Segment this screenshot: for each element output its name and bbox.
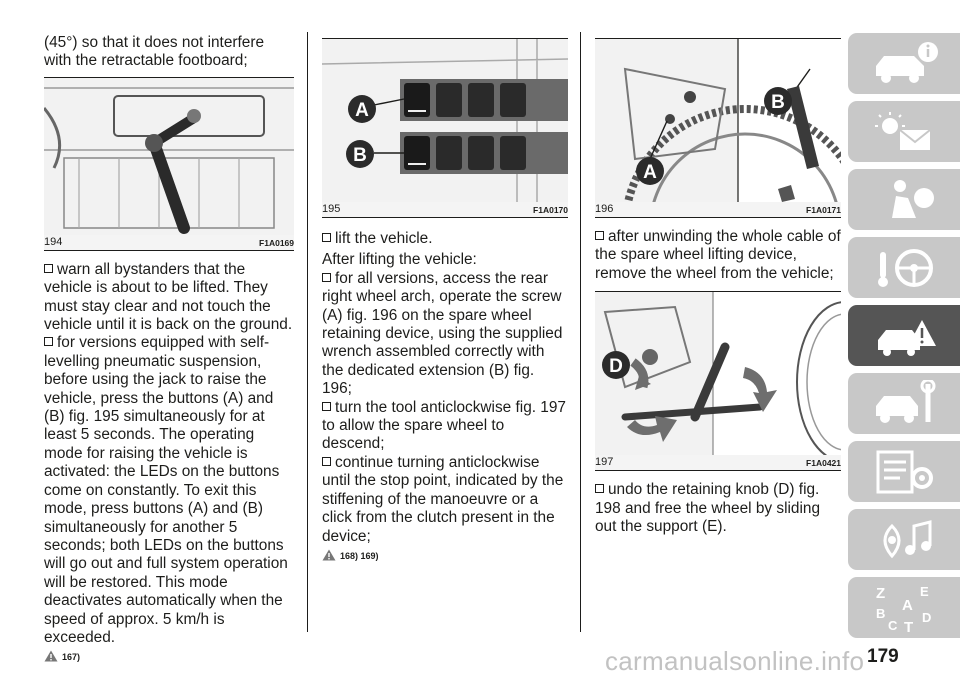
svg-text:B: B: [876, 606, 886, 621]
column-2: [322, 0, 568, 561]
bullet-undo-knob: [595, 481, 841, 536]
bullet-box-icon: [322, 233, 331, 242]
bullet-box-icon: [44, 337, 53, 346]
callout-d-letter: D: [609, 356, 623, 378]
after-lifting-text: After lifting the vehicle:: [322, 251, 477, 269]
callout-a-letter: A: [643, 162, 657, 183]
key-steering-wheel-icon: [870, 244, 940, 290]
bullet-text: warn all bystanders that the vehicle is about to be lifted. They must stay clear and not touch the vehicle until it is back on the ground.: [44, 260, 293, 334]
jack-illustration: [44, 78, 294, 235]
watermark: carmanualsonline.info: [605, 646, 865, 676]
figure-194: [44, 77, 294, 251]
column-divider: [580, 32, 581, 632]
tab-car-info[interactable]: [848, 33, 960, 94]
warning-reference: [322, 549, 568, 561]
tab-technical-data[interactable]: [848, 441, 960, 502]
figure-195-caption: [322, 202, 568, 218]
bullet-box-icon: [322, 402, 331, 411]
bullet-box-icon: [44, 264, 53, 273]
warning-triangle-icon: [44, 650, 58, 662]
intro-text: (45°) so that it does not interfere with the retractable footboard;: [44, 34, 265, 70]
airbag-safety-icon: [870, 176, 940, 222]
bullet-lift: [322, 230, 568, 248]
column-1: [44, 0, 294, 662]
tab-maintenance[interactable]: [848, 373, 960, 434]
callout-b-letter: B: [771, 92, 785, 113]
bullet-access: [322, 270, 568, 399]
bullet-box-icon: [595, 484, 604, 493]
column-divider: [307, 32, 308, 632]
svg-text:Z: Z: [876, 585, 886, 602]
car-maintenance-icon: [870, 380, 940, 426]
bullet-text: undo the retaining knob (D) fig. 198 and free the wheel by sliding out the support (E).: [595, 481, 821, 536]
bullet-turn: [322, 399, 568, 454]
warning-triangle-icon: [322, 549, 336, 561]
figure-197: [595, 291, 841, 471]
tab-emergency[interactable]: [848, 305, 960, 366]
warning-ref-text: 168) 169): [340, 550, 379, 561]
figure-number: 197: [595, 456, 614, 469]
bullet-text: lift the vehicle.: [335, 230, 433, 247]
bullet-suspension: [44, 334, 294, 647]
figure-196: [595, 38, 841, 218]
bullet-box-icon: [322, 457, 331, 466]
figure-code: F1A0421: [806, 458, 841, 469]
figure-code: F1A0171: [806, 205, 841, 215]
figure-194-caption: [44, 235, 294, 251]
tab-index[interactable]: [848, 577, 960, 638]
multimedia-icon: [870, 516, 940, 562]
svg-text:E: E: [920, 584, 929, 599]
figure-195: [322, 38, 568, 218]
figure-number: 195: [322, 203, 341, 215]
tab-dashboard-lights[interactable]: [848, 101, 960, 162]
figure-code: F1A0169: [259, 237, 294, 248]
spare-wheel-screw-illustration: [595, 39, 841, 202]
figure-197-caption: [595, 455, 841, 471]
bullet-unwind: [595, 228, 841, 283]
emergency-car-icon: [870, 312, 940, 358]
figure-196-caption: [595, 202, 841, 218]
svg-text:A: A: [902, 597, 913, 614]
tab-airbag-safety[interactable]: [848, 169, 960, 230]
bullet-text: turn the tool anticlockwise fig. 197 to allow the spare wheel to descend;: [322, 398, 566, 453]
technical-data-icon: [870, 448, 940, 494]
figure-number: 196: [595, 203, 614, 215]
bullet-box-icon: [322, 273, 331, 282]
warning-ref-text: 167): [62, 652, 81, 663]
page-number: 179: [867, 646, 899, 667]
bullet-text: after unwinding the whole cable of the spare wheel lifting device, remove the wheel from the vehicle;: [595, 228, 841, 282]
wrench-turn-illustration: [595, 292, 841, 455]
alphabetical-index-icon: [870, 584, 940, 634]
column-3: [595, 0, 841, 536]
dashboard-lights-icon: [870, 108, 940, 154]
suspension-buttons-illustration: [322, 39, 568, 202]
bullet-warn: [44, 261, 294, 335]
bullet-box-icon: [595, 231, 604, 240]
figure-number: 194: [44, 235, 63, 248]
callout-a-letter: A: [355, 100, 369, 121]
warning-reference: [44, 650, 294, 662]
car-info-icon: [870, 40, 940, 86]
figure-code: F1A0170: [533, 205, 568, 215]
bullet-text: continue turning anticlockwise until the stop point, indicated by the stiffening of the manoeuvre or a click from the clutch present in the device;: [322, 453, 564, 545]
tab-key-steering[interactable]: [848, 237, 960, 298]
svg-text:T: T: [904, 619, 914, 634]
bullet-continue: [322, 454, 568, 546]
tab-multimedia[interactable]: [848, 509, 960, 570]
svg-text:D: D: [922, 610, 932, 625]
bullet-text: for all versions, access the rear right wheel arch, operate the screw (A) fig. 196 on the spare wheel retaining device, using the supplied wrench assembled correctly with the dedicated extension (B) fig. 196;: [322, 269, 563, 398]
callout-b-letter: B: [353, 145, 367, 166]
svg-text:C: C: [888, 618, 898, 633]
bullet-text: for versions equipped with self-levelling pneumatic suspension, before using the jack to raise the vehicle, press the buttons (A) and (B) fig. 195 simultaneously for at least 5 seconds. The operating mode for raising the vehicle is activated: the LEDs on the buttons come on constantly. To exit this mode, press buttons (A) and (B) simultaneously for another 5 seconds; both LEDs on the buttons will go out and full system operation will be restored. This mode deactivates automatically when the speed of approx. 5 km/h is exceeded.: [44, 334, 288, 646]
